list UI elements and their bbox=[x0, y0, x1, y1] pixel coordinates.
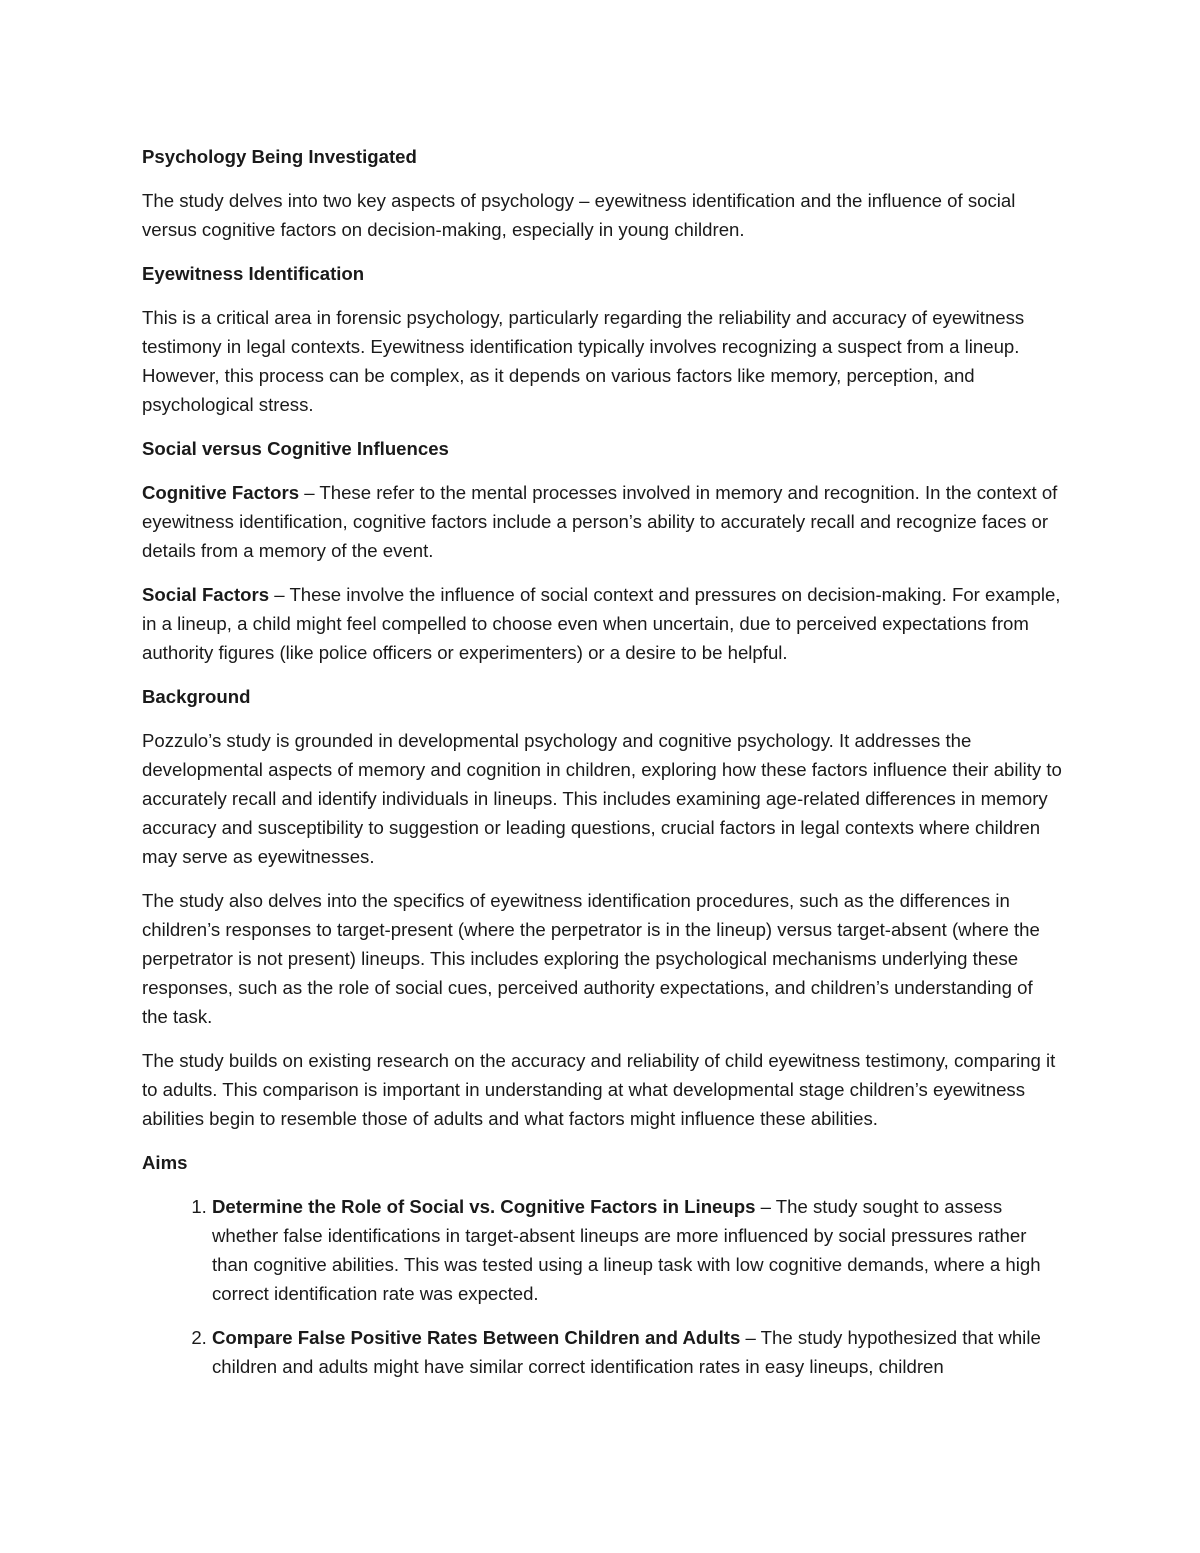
heading-eyewitness: Eyewitness Identification bbox=[142, 263, 365, 284]
aims-list bbox=[142, 1192, 1062, 1381]
paragraph-eyewitness: This is a critical area in forensic psychology, particularly regarding the reliability and accuracy of eyewitness testimony in legal contexts. Eyewitness identification typically involves recognizing a suspect from a lineup. However, this process can be complex, as it depends on various factors like memory, perception, and psychological stress. bbox=[142, 307, 1025, 415]
aim-1-text: – The study sought to assess whether false identifications in target-absent lineups are more influenced by social pressures rather than cognitive abilities. This was tested using a lineup task with low cognitive demands, where a high correct identification rate was expected. bbox=[212, 1196, 1041, 1304]
heading-aims: Aims bbox=[142, 1152, 188, 1173]
social-factors-lead: Social Factors bbox=[142, 584, 270, 605]
aim-2-lead: Compare False Positive Rates Between Children and Adults bbox=[212, 1327, 741, 1348]
paragraph-background-1: Pozzulo’s study is grounded in developmental psychology and cognitive psychology. It addresses the developmental aspects of memory and cognition in children, exploring how these factors influence their ability to accurately recall and identify individuals in lineups. This includes examining age-related differences in memory accuracy and susceptibility to suggestion or leading questions, crucial factors in legal contexts where children may serve as eyewitnesses. bbox=[142, 730, 1062, 867]
aims-list-item bbox=[212, 1192, 1062, 1308]
paragraph-cognitive-factors bbox=[142, 478, 1062, 565]
paragraph-social-factors bbox=[142, 580, 1062, 667]
cognitive-factors-text: – These refer to the mental processes involved in memory and recognition. In the context of eyewitness identification, cognitive factors include a person’s ability to accurately recall and recognize faces or details from a memory of the event. bbox=[142, 482, 1058, 561]
heading-background: Background bbox=[142, 686, 251, 707]
aim-1-lead: Determine the Role of Social vs. Cognitive Factors in Lineups bbox=[212, 1196, 756, 1217]
document-page bbox=[142, 142, 1062, 1396]
paragraph-background-3: The study builds on existing research on the accuracy and reliability of child eyewitness testimony, comparing it to adults. This comparison is important in understanding at what developmental stage children’s eyewitness abilities begin to resemble those of adults and what factors might influence these abilities. bbox=[142, 1050, 1056, 1129]
aims-list-item bbox=[212, 1323, 1062, 1381]
social-factors-text: – These involve the influence of social context and pressures on decision-making. For example, in a lineup, a child might feel compelled to choose even when uncertain, due to perceived expectations from authority figures (like police officers or experimenters) or a desire to be helpful. bbox=[142, 584, 1061, 663]
paragraph-background-2: The study also delves into the specifics of eyewitness identification procedures, such as the differences in children’s responses to target-present (where the perpetrator is in the lineup) versus target-absent (where the perpetrator is not present) lineups. This includes exploring the psychological mechanisms underlying these responses, such as the role of social cues, perceived authority expectations, and children’s understanding of the task. bbox=[142, 890, 1040, 1027]
heading-psychology: Psychology Being Investigated bbox=[142, 146, 417, 167]
cognitive-factors-lead: Cognitive Factors bbox=[142, 482, 300, 503]
paragraph-psychology: The study delves into two key aspects of psychology – eyewitness identification and the influence of social versus cognitive factors on decision-making, especially in young children. bbox=[142, 190, 1016, 240]
aim-2-text: – The study hypothesized that while children and adults might have similar correct identification rates in easy lineups, children bbox=[212, 1327, 1041, 1377]
heading-social-cognitive: Social versus Cognitive Influences bbox=[142, 438, 449, 459]
